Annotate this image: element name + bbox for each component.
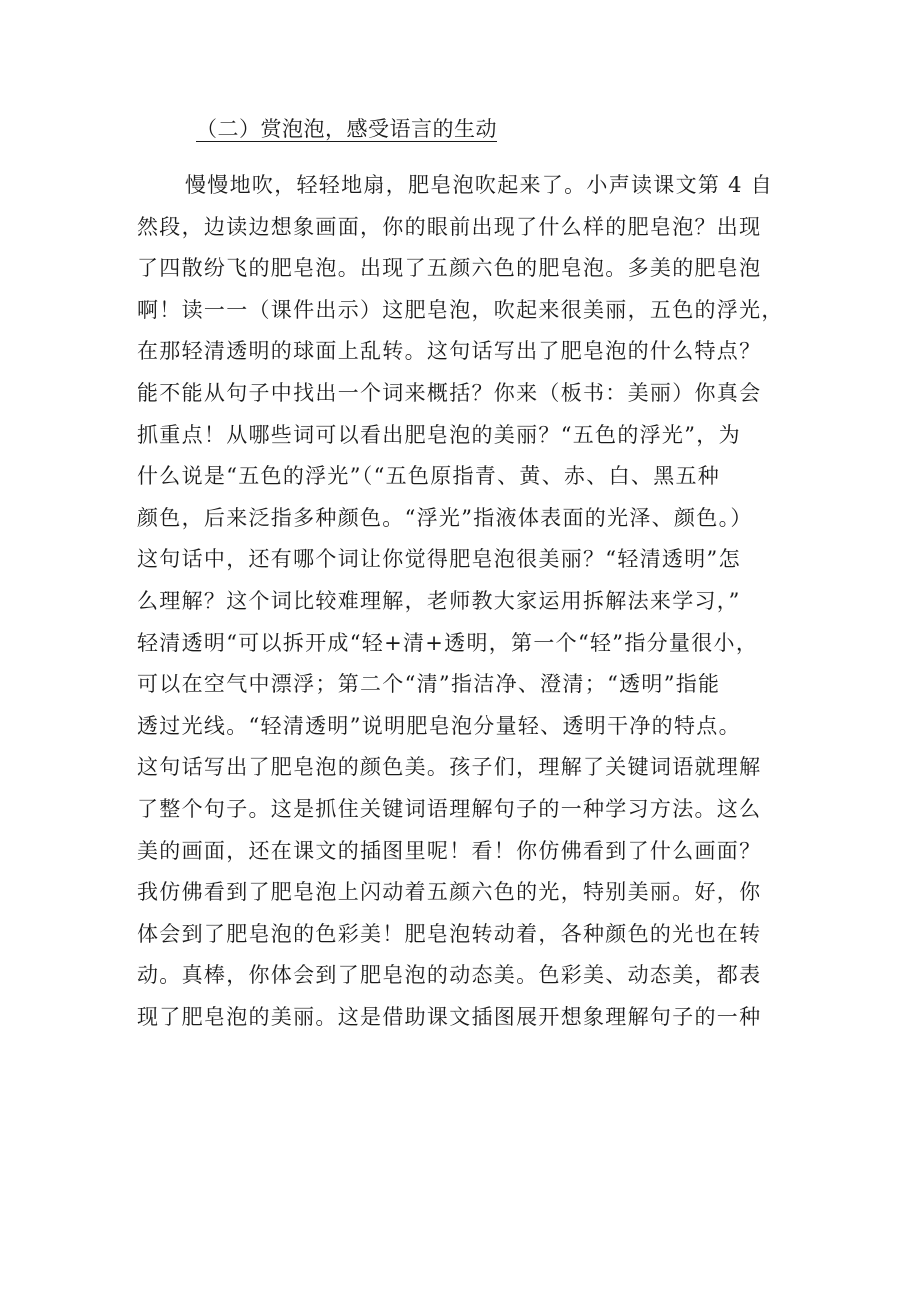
text-line: 慢慢地吹，轻轻地扇，肥皂泡吹起来了。小声读课文第 4 自 [185, 173, 774, 197]
text-line: 这句话中，还有哪个词让你觉得肥皂泡很美丽？“轻清透明”怎 [137, 547, 741, 572]
text-line: 颜色，后来泛指多种颜色。“浮光”指液体表面的光泽、颜色。） [137, 505, 753, 530]
text-line: 啊！读一一（课件出示）这肥皂泡，吹起来很美丽，五色的浮光， [137, 297, 784, 322]
text-line: 了四散纷飞的肥皂泡。出现了五颜六色的肥皂泡。多美的肥皂泡 [137, 256, 762, 281]
text-line: 美的画面，还在课文的插图里呢！看！你仿佛看到了什么画面？ [137, 838, 762, 863]
body-text [137, 165, 817, 1038]
text-line: 么理解？这个词比较难理解，老师教大家运用拆解法来学习，” [137, 588, 741, 613]
text-line: 能不能从句子中找出一个词来概括？你来（板书：美丽）你真会 [137, 380, 762, 405]
text-line: 了整个句子。这是抓住关键词语理解句子的一种学习方法。这么 [137, 796, 762, 821]
text-line: 动。真棒，你体会到了肥皂泡的动态美。色彩美、动态美，都表 [137, 963, 762, 988]
text-line: 轻清透明“可以拆开成“轻+清+透明，第一个“轻”指分量很小， [137, 630, 759, 655]
text-line: 抓重点！从哪些词可以看出肥皂泡的美丽？“五色的浮光”，为 [137, 422, 741, 447]
text-line: 现了肥皂泡的美丽。这是借助课文插图展开想象理解句子的一种 [137, 1004, 762, 1029]
text-line: 我仿佛看到了肥皂泡上闪动着五颜六色的光，特别美丽。好，你 [137, 880, 762, 905]
text-line: 这句话写出了肥皂泡的颜色美。孩子们，理解了关键词语就理解 [137, 755, 762, 780]
text-line: 透过光线。“轻清透明”说明肥皂泡分量轻、透明干净的特点。 [137, 713, 741, 738]
section-heading: （二）赏泡泡，感受语言的生动 [196, 117, 497, 141]
text-line: 体会到了肥皂泡的色彩美！肥皂泡转动着，各种颜色的光也在转 [137, 921, 762, 946]
text-line: 在那轻清透明的球面上乱转。这句话写出了肥皂泡的什么特点？ [137, 339, 762, 364]
text-line: 然段，边读边想象画面，你的眼前出现了什么样的肥皂泡？出现 [137, 214, 762, 239]
text-line: 什么说是“五色的浮光”（“五色原指青、黄、赤、白、黑五种 [137, 464, 721, 489]
text-line: 可以在空气中漂浮；第二个“清”指洁净、澄清；“透明”指能 [137, 672, 721, 697]
